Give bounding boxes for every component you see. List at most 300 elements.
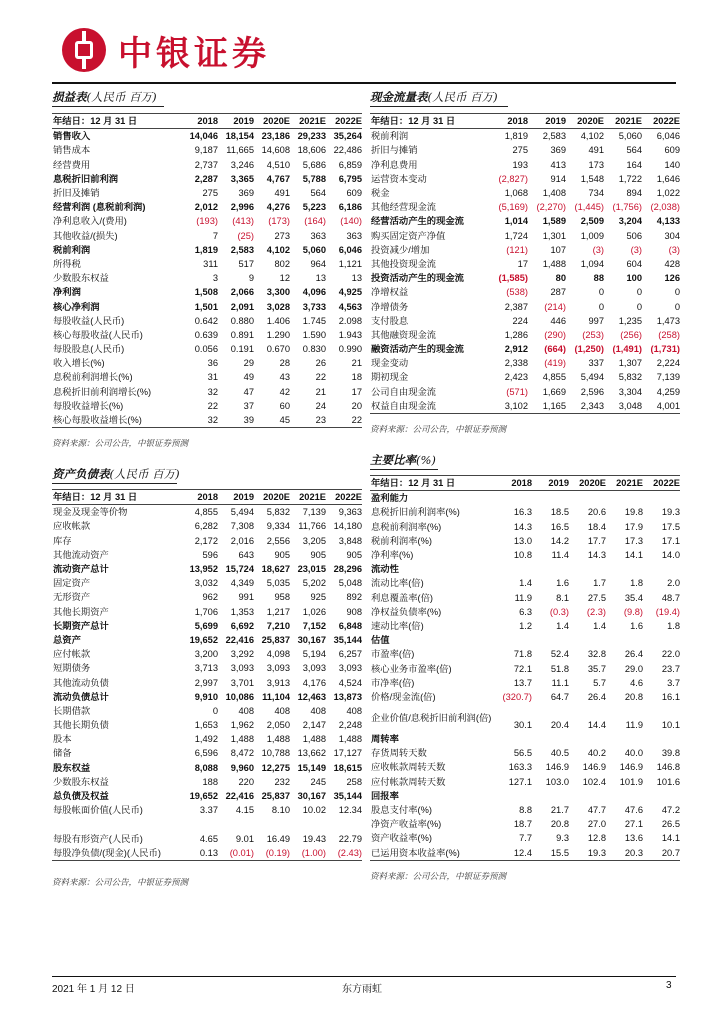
table-row (52, 647, 362, 661)
cell-value: 22,416 (225, 634, 254, 645)
cell-value: 2,583 (230, 244, 254, 255)
cell-value: 1,548 (580, 173, 604, 184)
cell-value: 4.15 (235, 805, 254, 816)
balance-sheet-table (52, 489, 362, 861)
cell-value: 446 (550, 315, 566, 326)
table-row (370, 548, 680, 562)
row-label: 资产收益率(%) (371, 833, 432, 844)
cell-value: (1,445) (574, 202, 604, 213)
cell-value: (1,491) (612, 344, 642, 355)
cell-value: 16.5 (550, 521, 569, 532)
cell-value: 2,997 (194, 677, 218, 688)
header-year: 2018 (494, 476, 532, 491)
cell-value: 6,046 (338, 244, 362, 255)
row-label: 股息支付率(%) (371, 805, 432, 816)
cell-value: 1,068 (504, 188, 528, 199)
row-label: 折旧及摊销 (53, 188, 100, 199)
cell-value: 232 (274, 776, 290, 787)
cell-value (182, 817, 218, 831)
cell-value: 35.4 (624, 592, 643, 603)
table-row (370, 285, 680, 299)
cell-value: 4.65 (199, 833, 218, 844)
cell-value: 3,713 (194, 663, 218, 674)
table-row (370, 356, 680, 370)
cell-value: 0 (598, 287, 604, 298)
cell-value: 245 (310, 776, 326, 787)
cell-value: 5,788 (302, 173, 326, 184)
cell-value (569, 789, 606, 803)
cell-value: 1.406 (266, 315, 290, 326)
cell-value: (25) (237, 230, 254, 241)
cell-value: 4,176 (302, 677, 326, 688)
row-label: 每股净负债/(现金)(人民币) (52, 846, 182, 861)
ratios-title (370, 452, 436, 468)
cell-value: 80 (555, 273, 566, 284)
cell-value: 564 (626, 145, 642, 156)
table-row (370, 520, 680, 534)
row-label: 销售成本 (53, 145, 91, 156)
cell-value: 1,819 (504, 131, 528, 142)
table-row (370, 803, 680, 817)
row-label: 经营活动产生的现金流 (371, 216, 464, 227)
cell-value: 3 (212, 273, 218, 284)
cell-value: 19.3 (569, 846, 606, 861)
ratios-unit: (%) (416, 453, 436, 467)
cell-value: 12.34 (338, 805, 362, 816)
table-row (52, 186, 362, 200)
cell-value: 0.639 (194, 329, 218, 340)
cell-value: 8,088 (194, 762, 218, 773)
cell-value: 11.9 (625, 720, 643, 730)
cell-value: 14.3 (513, 521, 532, 532)
cell-value: 9.01 (235, 833, 254, 844)
cell-value: (5,169) (498, 202, 528, 213)
cell-value: 1,301 (542, 230, 566, 241)
cell-value: (214) (544, 301, 566, 312)
row-label: 估值 (371, 635, 390, 646)
cell-value: 609 (346, 188, 362, 199)
balance-source: 资料来源：公司公告，中银证券预测 (52, 878, 189, 888)
cell-value: 13 (351, 273, 362, 284)
cell-value: 962 (202, 592, 218, 603)
cell-value: 7,139 (302, 507, 326, 518)
cashflow-title-text: 现金流量表 (370, 90, 428, 104)
cell-value: 273 (274, 230, 290, 241)
cell-value: 18,606 (297, 145, 326, 156)
table-row (52, 704, 362, 718)
header-year: 2020E (569, 476, 606, 491)
cell-value: 6,848 (338, 620, 362, 631)
table-row (370, 831, 680, 845)
row-label: 应付帐款 (53, 649, 91, 660)
cell-value: 517 (238, 258, 254, 269)
table-row (370, 746, 680, 760)
cell-value: 29,233 (297, 131, 326, 142)
cell-value: 6,596 (194, 748, 218, 759)
table-row (370, 243, 680, 257)
cell-value: 13.6 (624, 833, 643, 844)
cell-value: 14.1 (624, 550, 643, 561)
cell-value: 8,472 (230, 748, 254, 759)
cell-value: 5,494 (230, 507, 254, 518)
table-row (52, 605, 362, 619)
cell-value (643, 732, 680, 746)
cell-value: 1,488 (266, 734, 290, 745)
cell-value: (2.43) (326, 846, 362, 861)
cell-value: 22 (315, 372, 326, 383)
row-label: 流动负债总计 (53, 691, 109, 702)
cell-value: 26.5 (661, 819, 680, 830)
cell-value: 21.7 (550, 805, 569, 816)
cell-value (643, 789, 680, 803)
cell-value: 7,152 (302, 620, 326, 631)
row-label: 现金及现金等价物 (53, 507, 128, 518)
cell-value: 369 (550, 145, 566, 156)
cell-value: 1.7 (593, 578, 606, 589)
table-row (370, 158, 680, 172)
footer-divider (52, 976, 676, 977)
ratios-title-underline (370, 469, 438, 470)
cell-value: 1.590 (302, 329, 326, 340)
cell-value: 7 (212, 230, 218, 241)
cell-value (290, 817, 326, 831)
row-label: 每股帐面价值(人民币) (53, 805, 143, 816)
table-row (52, 172, 362, 186)
row-label: 税前利润 (53, 244, 91, 255)
cell-value: 3,365 (230, 173, 254, 184)
cell-value: 17 (517, 258, 528, 269)
cell-value: 188 (202, 776, 218, 787)
cell-value: 173 (588, 159, 604, 170)
row-label: 每股股息(人民币) (53, 344, 125, 355)
row-label: 税前利润率(%) (371, 535, 432, 546)
cell-value (569, 633, 606, 647)
cell-value: 30,167 (297, 634, 326, 645)
cell-value: 908 (346, 606, 362, 617)
row-label: 净权益负债率(%) (371, 606, 442, 617)
cell-value: 428 (664, 258, 680, 269)
cell-value: 1,706 (194, 606, 218, 617)
table-row (370, 186, 680, 200)
table-row (52, 732, 362, 746)
cashflow-table (370, 113, 680, 414)
cell-value: 11.9 (514, 592, 532, 603)
cell-value: 369 (238, 188, 254, 199)
cell-value: 2,912 (504, 344, 528, 355)
cell-value: 17 (351, 386, 362, 397)
table-row (52, 370, 362, 384)
cell-value: 14.1 (661, 833, 680, 844)
cell-value: 275 (202, 188, 218, 199)
cell-value: 25,837 (261, 791, 290, 802)
row-label: 经营利润 (息税前利润) (53, 202, 146, 213)
row-label: 净资产收益率(%) (371, 819, 442, 830)
cell-value: 9,363 (338, 507, 362, 518)
table-row (370, 619, 680, 633)
row-label: 投资减少/增加 (371, 244, 430, 255)
header-year: 2018 (490, 114, 528, 129)
cell-value: 35.7 (587, 663, 606, 674)
cashflow-unit: (人民币 百万) (427, 90, 498, 104)
row-label: 核心每股收益增长(%) (52, 413, 182, 428)
cell-value: 4,259 (656, 386, 680, 397)
cell-value: 17.9 (624, 521, 643, 532)
cell-value: (0.01) (218, 846, 254, 861)
cell-value (532, 491, 569, 506)
table-row (370, 661, 680, 675)
row-label: 其他收益/(损失) (53, 230, 118, 241)
cell-value: (3) (592, 244, 604, 255)
cell-value (569, 491, 606, 506)
cell-value: 408 (310, 705, 326, 716)
cell-value: 21 (315, 386, 326, 397)
table-row (370, 328, 680, 342)
cell-value: 4,855 (542, 372, 566, 383)
row-label: 流动性 (371, 564, 399, 575)
cell-value: 17,127 (333, 748, 362, 759)
cell-value: 2,737 (194, 159, 218, 170)
cell-value: (2,038) (650, 202, 680, 213)
header-year: 2019 (218, 490, 254, 505)
row-label: 每股收益(人民币) (53, 315, 125, 326)
cell-value (532, 732, 569, 746)
cashflow-title-underline (370, 106, 508, 107)
cell-value: 3,300 (266, 287, 290, 298)
row-label: 融资活动产生的现金流 (371, 344, 464, 355)
table-row (370, 143, 680, 157)
cell-value: 4,096 (302, 287, 326, 298)
cell-value: 18.5 (550, 507, 569, 518)
table-row (370, 591, 680, 605)
header-year: 2022E (642, 114, 680, 129)
cell-value: 1,353 (230, 606, 254, 617)
header-label: 年结日：12 月 31 日 (370, 476, 494, 491)
cell-value: 1,094 (580, 258, 604, 269)
row-label (52, 817, 182, 831)
cell-value: 17.5 (661, 521, 680, 532)
table-row (370, 775, 680, 789)
cell-value: 29 (243, 358, 254, 369)
cell-value: 3,246 (230, 159, 254, 170)
table-row (52, 661, 362, 675)
cell-value: 643 (238, 549, 254, 560)
cell-value: 275 (512, 145, 528, 156)
cell-value: 894 (626, 188, 642, 199)
cell-value: 40.0 (624, 748, 643, 759)
cell-value: 4,102 (580, 131, 604, 142)
cell-value (606, 491, 643, 506)
table-row (52, 548, 362, 562)
table-header-row (370, 476, 680, 491)
cell-value: 10.02 (302, 805, 326, 816)
cell-value: 1,501 (194, 301, 218, 312)
cell-value: 5,202 (302, 578, 326, 589)
cell-value: 3,093 (302, 663, 326, 674)
cell-value: (0.3) (549, 606, 569, 617)
cell-value: 905 (310, 549, 326, 560)
cell-value: 2,509 (580, 216, 604, 227)
cell-value: 18.4 (587, 521, 606, 532)
cell-value: (1,585) (498, 273, 528, 284)
cell-value: 163.3 (508, 762, 532, 773)
cell-value: 88 (593, 273, 604, 284)
row-label: 速动比率(倍) (371, 620, 424, 631)
cell-value (606, 732, 643, 746)
cell-value: 23,186 (261, 131, 290, 142)
cell-value: 14.4 (587, 720, 606, 730)
row-label: 流动比率(倍) (371, 578, 424, 589)
cell-value: 802 (274, 258, 290, 269)
cell-value: (121) (506, 244, 528, 255)
table-row (52, 257, 362, 271)
cell-value: 101.6 (656, 776, 680, 787)
header-year: 2018 (182, 490, 218, 505)
cell-value: 408 (238, 705, 254, 716)
cell-value: 3,102 (490, 399, 528, 414)
table-row (370, 314, 680, 328)
cell-value: 15,149 (297, 762, 326, 773)
table-row (370, 229, 680, 243)
cell-value: 12,463 (297, 691, 326, 702)
cell-value: 1,488 (302, 734, 326, 745)
cell-value: 40.2 (587, 748, 606, 759)
cell-value: 3,093 (338, 663, 362, 674)
cell-value: 12.4 (494, 846, 532, 861)
bank-of-china-logo-icon (62, 28, 106, 72)
table-row (52, 342, 362, 356)
cell-value: 9,910 (194, 691, 218, 702)
cell-value: 6,046 (656, 131, 680, 142)
table-row (52, 399, 362, 413)
cell-value: 12 (279, 273, 290, 284)
cell-value: 4,563 (338, 301, 362, 312)
cell-value: 23,015 (297, 564, 326, 575)
cell-value: 6,282 (194, 521, 218, 532)
cell-value: 32 (207, 386, 218, 397)
cell-value: 1.745 (302, 315, 326, 326)
cell-value: 491 (274, 188, 290, 199)
row-label: 息税折旧前利润增长(%) (53, 386, 152, 397)
cell-value: (193) (196, 216, 218, 227)
cell-value: 3,848 (338, 535, 362, 546)
row-label: 税前利润 (371, 131, 409, 142)
table-row (52, 846, 362, 861)
cell-value: 3,028 (266, 301, 290, 312)
row-label: 无形资产 (53, 592, 91, 603)
income-title-underline (52, 106, 164, 107)
table-row (370, 505, 680, 519)
cell-value: 1.6 (556, 578, 569, 589)
table-row (52, 385, 362, 399)
cell-value: 193 (512, 159, 528, 170)
row-label: 盈利能力 (371, 493, 409, 504)
cell-value: (140) (340, 216, 362, 227)
cell-value: 20.8 (550, 819, 569, 830)
row-label: 支付股息 (371, 315, 409, 326)
income-title-text: 损益表 (52, 90, 87, 104)
cell-value: 1,408 (542, 188, 566, 199)
header-year: 2021E (290, 490, 326, 505)
cell-value: 12,275 (261, 762, 290, 773)
cell-value: (3) (668, 244, 680, 255)
cell-value (494, 732, 532, 746)
cell-value: 1.943 (338, 329, 362, 340)
cell-value: 925 (310, 592, 326, 603)
table-header-row (52, 490, 362, 505)
cell-value (606, 562, 643, 576)
cell-value: 14,046 (189, 131, 218, 142)
cell-value: (413) (232, 216, 254, 227)
header-year: 2019 (218, 114, 254, 129)
table-row (370, 534, 680, 548)
cell-value: 2,147 (302, 720, 326, 731)
cell-value: 0.056 (194, 344, 218, 355)
cell-value: 27.5 (587, 592, 606, 603)
table-row (52, 562, 362, 576)
cell-value: 0.191 (230, 344, 254, 355)
cell-value: 43 (279, 372, 290, 383)
cell-value: 1,009 (580, 230, 604, 241)
cell-value: 4,510 (266, 159, 290, 170)
cell-value: 3,701 (230, 677, 254, 688)
row-label: 核心净利润 (53, 301, 100, 312)
cell-value: 107 (550, 244, 566, 255)
cell-value: 27.1 (624, 819, 643, 830)
table-row (370, 647, 680, 661)
cell-value: 19.8 (624, 507, 643, 518)
table-row (370, 271, 680, 285)
row-label: 税金 (371, 188, 390, 199)
cell-value: 19.43 (302, 833, 326, 844)
cell-value: 64.7 (550, 691, 569, 702)
cell-value: 32 (182, 413, 218, 428)
cell-value: 146.9 (545, 762, 569, 773)
cell-value: 71.8 (513, 649, 532, 660)
cell-value: 35,144 (333, 634, 362, 645)
cell-value (569, 562, 606, 576)
cell-value: 6,692 (230, 620, 254, 631)
cell-value: (3) (630, 244, 642, 255)
cell-value: 16.1 (661, 691, 680, 702)
cashflow-source: 资料来源：公司公告，中银证券预测 (370, 425, 507, 435)
cell-value: 28,296 (333, 564, 362, 575)
cell-value: 1.4 (519, 578, 532, 589)
cell-value: 32.8 (587, 649, 606, 660)
cell-value: 3,093 (266, 663, 290, 674)
cell-value: (2.3) (586, 606, 606, 617)
cell-value: (1,250) (574, 344, 604, 355)
table-row (52, 590, 362, 604)
cell-value: 17.7 (587, 535, 606, 546)
cell-value: 8.1 (556, 592, 569, 603)
cell-value: 991 (238, 592, 254, 603)
row-label: 回报率 (371, 790, 399, 801)
cell-value: 2,050 (266, 720, 290, 731)
cell-value: (320.7) (502, 691, 532, 702)
cell-value: 564 (310, 188, 326, 199)
company-name: 中银证券 (118, 33, 270, 74)
cell-value: (258) (658, 329, 680, 340)
header-year: 2020E (254, 490, 290, 505)
header-divider (52, 82, 676, 84)
cell-value: 1,492 (194, 734, 218, 745)
cell-value: 363 (346, 230, 362, 241)
income-statement-table (52, 113, 362, 428)
cell-value: 413 (550, 159, 566, 170)
cell-value: 49 (243, 372, 254, 383)
cell-value: 287 (550, 287, 566, 298)
cell-value: 2,996 (230, 202, 254, 213)
